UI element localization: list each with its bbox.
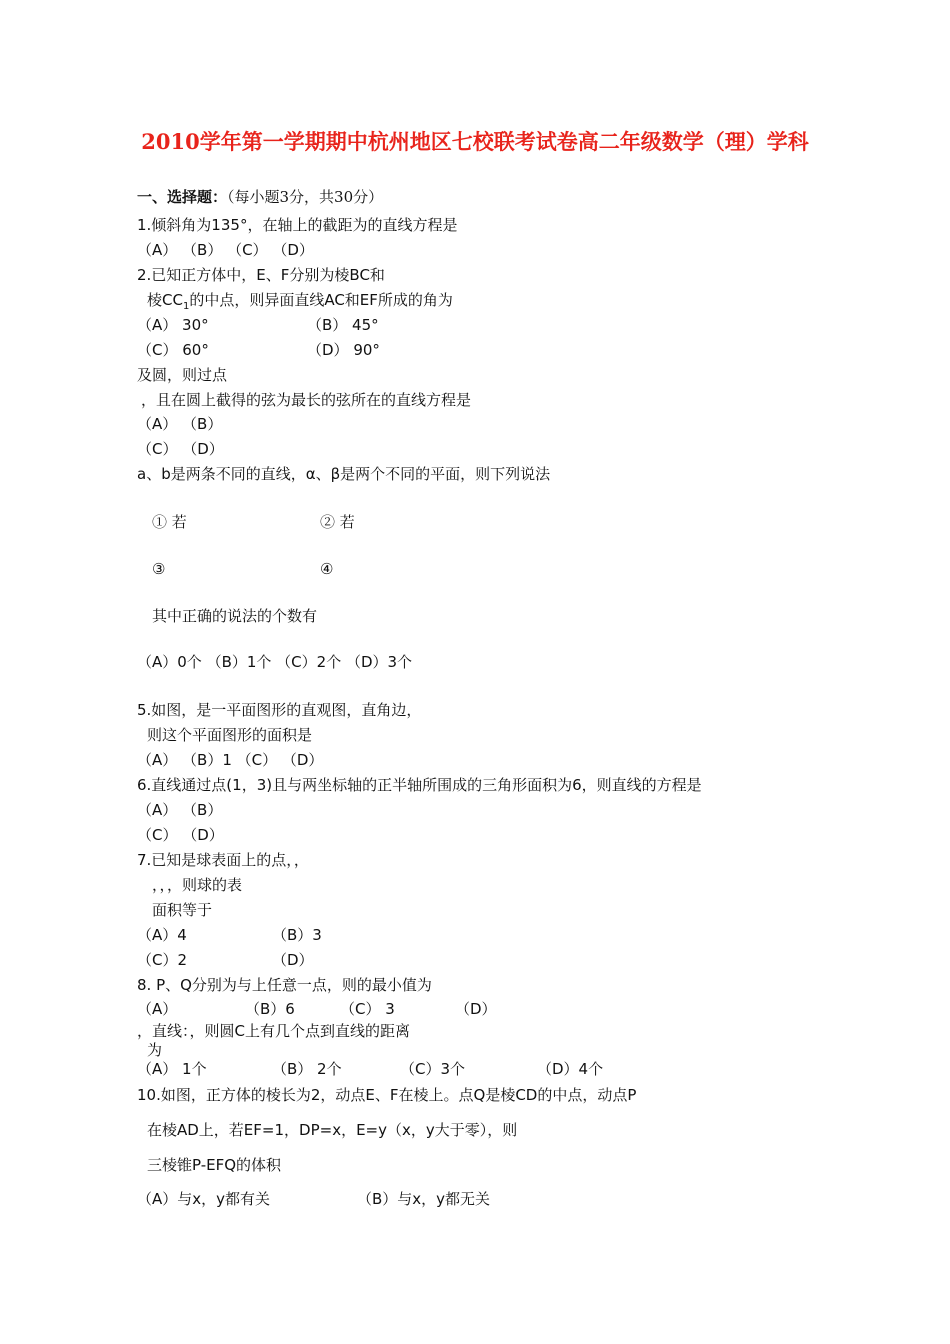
question-3-options-cd: （C） （D） xyxy=(137,440,224,458)
option-d: （D）4个 xyxy=(537,1060,604,1078)
section-note: （每小题3分，共30分） xyxy=(227,188,384,206)
option-a: （A）与x，y都有关 xyxy=(137,1190,271,1208)
question-7-cont: ，，，则球的表 xyxy=(152,876,243,894)
question-4-prompt: 其中正确的说法的个数有 xyxy=(152,607,318,625)
question-4-options: （A）0个 （B）1个 （C）2个 （D）3个 xyxy=(137,653,413,671)
statement-1: ① 若 xyxy=(152,513,187,531)
option-c: （C）2 xyxy=(137,951,188,969)
question-1: 1.倾斜角为135°，在轴上的截距为的直线方程是 xyxy=(137,216,458,234)
question-3-cont: ，且在圆上截得的弦为最长的弦所在的直线方程是 xyxy=(141,391,472,409)
option-a: （A） 1个 xyxy=(137,1060,207,1078)
statement-4: ④ xyxy=(320,560,334,578)
question-2: 2.已知正方体中，E、F分别为棱BC和 xyxy=(137,266,385,284)
option-a: （A） 30° xyxy=(137,316,209,334)
option-b: （B）与x，y都无关 xyxy=(357,1190,491,1208)
question-8: 8. P、Q分别为与上任意一点，则的最小值为 xyxy=(137,976,432,994)
question-5-options: （A） （B）1 （C） （D） xyxy=(137,751,324,769)
question-7-cont-2: 面积等于 xyxy=(152,901,213,919)
question-2-text: 的中点，则异面直线AC和EF所成的角为 xyxy=(189,291,453,309)
option-a: （A）4 xyxy=(137,926,187,944)
question-5-cont: 则这个平面图形的面积是 xyxy=(147,726,313,744)
statement-2: ② 若 xyxy=(320,513,355,531)
option-b: （B）6 xyxy=(245,1000,295,1018)
question-9-cont: 为 xyxy=(147,1041,163,1059)
option-c: （C） 60° xyxy=(137,341,209,359)
question-7: 7.已知是球表面上的点，， xyxy=(137,851,309,869)
question-6-options-cd: （C） （D） xyxy=(137,826,224,844)
question-1-options: （A） （B） （C） （D） xyxy=(137,241,314,259)
question-6: 6.直线通过点(1，3)且与两坐标轴的正半轴所围成的三角形面积为6，则直线的方程是 xyxy=(137,776,702,794)
question-10-cont: 在棱AD上，若EF=1，DP=x，E=y（x，y大于零），则 xyxy=(147,1121,518,1139)
question-6-options-ab: （A） （B） xyxy=(137,801,223,819)
option-d: （D） 90° xyxy=(307,341,380,359)
option-b: （B） 2个 xyxy=(272,1060,342,1078)
subscript: 1 xyxy=(182,301,190,312)
question-3-options-ab: （A） （B） xyxy=(137,415,223,433)
option-a: （A） xyxy=(137,1000,178,1018)
question-10-cont-2: 三棱锥P-EFQ的体积 xyxy=(147,1156,282,1174)
option-b: （B） 45° xyxy=(307,316,379,334)
option-c: （C）3个 xyxy=(400,1060,466,1078)
section-label: 一、选择题： xyxy=(137,188,228,206)
question-2-cont xyxy=(147,290,453,317)
question-3: 及圆，则过点 xyxy=(137,366,228,384)
option-b: （B）3 xyxy=(272,926,322,944)
question-10: 10.如图，正方体的棱长为2，动点E、F在棱上。点Q是棱CD的中点，动点P xyxy=(137,1086,637,1104)
question-9: ，直线：，则圆C上有几个点到直线的距离 xyxy=(137,1022,410,1040)
edge-label: 棱CC xyxy=(147,291,183,309)
option-d: （D） xyxy=(272,951,314,969)
question-5: 5.如图，是一平面图形的直观图，直角边， xyxy=(137,701,422,719)
section-heading xyxy=(137,187,383,207)
option-c: （C） 3 xyxy=(340,1000,395,1018)
page-title: 2010学年第一学期期中杭州地区七校联考试卷高二年级数学（理）学科 xyxy=(141,129,809,154)
statement-3: ③ xyxy=(152,560,166,578)
option-d: （D） xyxy=(455,1000,497,1018)
question-4: a、b是两条不同的直线，α、β是两个不同的平面，则下列说法 xyxy=(137,465,551,483)
